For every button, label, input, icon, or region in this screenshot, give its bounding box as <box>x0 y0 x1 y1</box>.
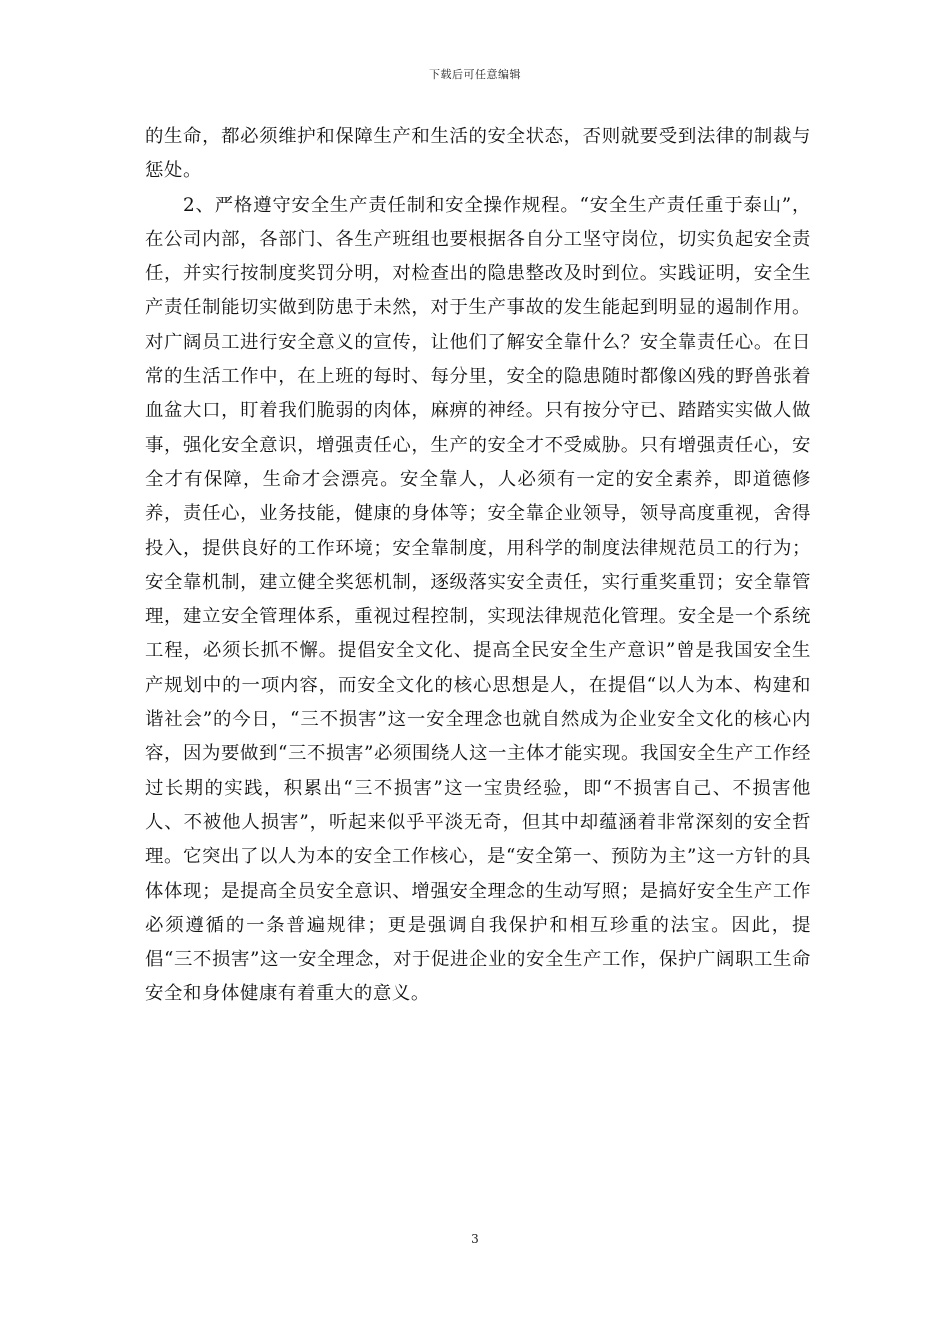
page-number: 3 <box>471 1232 479 1246</box>
paragraph-continuation: 的生命，都必须维护和保障生产和生活的安全状态，否则就要受到法律的制裁与惩处。 <box>145 126 811 182</box>
paragraph-section-2: 2、严格遵守安全生产责任制和安全操作规程。“安全生产责任重于泰山”，在公司内部，各部门、各生产班组也要根据各自分工坚守岗位，切实负起安全责任，并实行按制度奖罚分明，对检查出的隐患整改及时到位。实践证明，安全生产责任制能切实做到防患于未然，对于生产事故的发生能起到明显的遏制作用。对广阔员工进行安全意义的宣传，让他们了解安全靠什么？安全靠责任心。在日常的生活工作中，在上班的每时、每分里，安全的隐患随时都像凶残的野兽张着血盆大口，盯着我们脆弱的肉体，麻痹的神经。只有按分守已、踏踏实实做人做事，强化安全意识，增强责任心，生产的安全才不受威胁。只有增强责任心，安全才有保障，生命才会漂亮。安全靠人，人必须有一定的安全素养，即道德修养，责任心，业务技能，健康的身体等；安全靠企业领导，领导高度重视，舍得投入，提供良好的工作环境；安全靠制度，用科学的制度法律规范员工的行为；安全靠机制，建立健全奖惩机制，逐级落实安全责任，实行重奖重罚；安全靠管理，建立安全管理体系，重视过程控制，实现法律规范化管理。安全是一个系统工程，必须长抓不懈。提倡安全文化、提高全民安全生产意识”曾是我国安全生产规划中的一项内容，而安全文化的核心思想是人，在提倡“以人为本、构建和谐社会”的今日，“三不损害”这一安全理念也就自然成为企业安全文化的核心内容，因为要做到“三不损害”必须围绕人这一主体才能实现。我国安全生产工作经过长期的实践，积累出“三不损害”这一宝贵经验，即“不损害自己、不损害他人、不被他人损害”，听起来似乎平淡无奇，但其中却蕴涵着非常深刻的安全哲理。它突出了以人为本的安全工作核心，是“安全第一、预防为主”这一方针的具体体现；是提高全员安全意识、增强安全理念的生动写照；是搞好安全生产工作必须遵循的一条普遍规律；更是强调自我保护和相互珍重的法宝。因此，提倡“三不损害”这一安全理念，对于促进企业的安全生产工作，保护广阔职工生命安全和身体健康有着重大的意义。 <box>145 194 811 1005</box>
page-header: 下载后可任意编辑 <box>429 68 521 81</box>
document-body <box>145 120 811 1012</box>
